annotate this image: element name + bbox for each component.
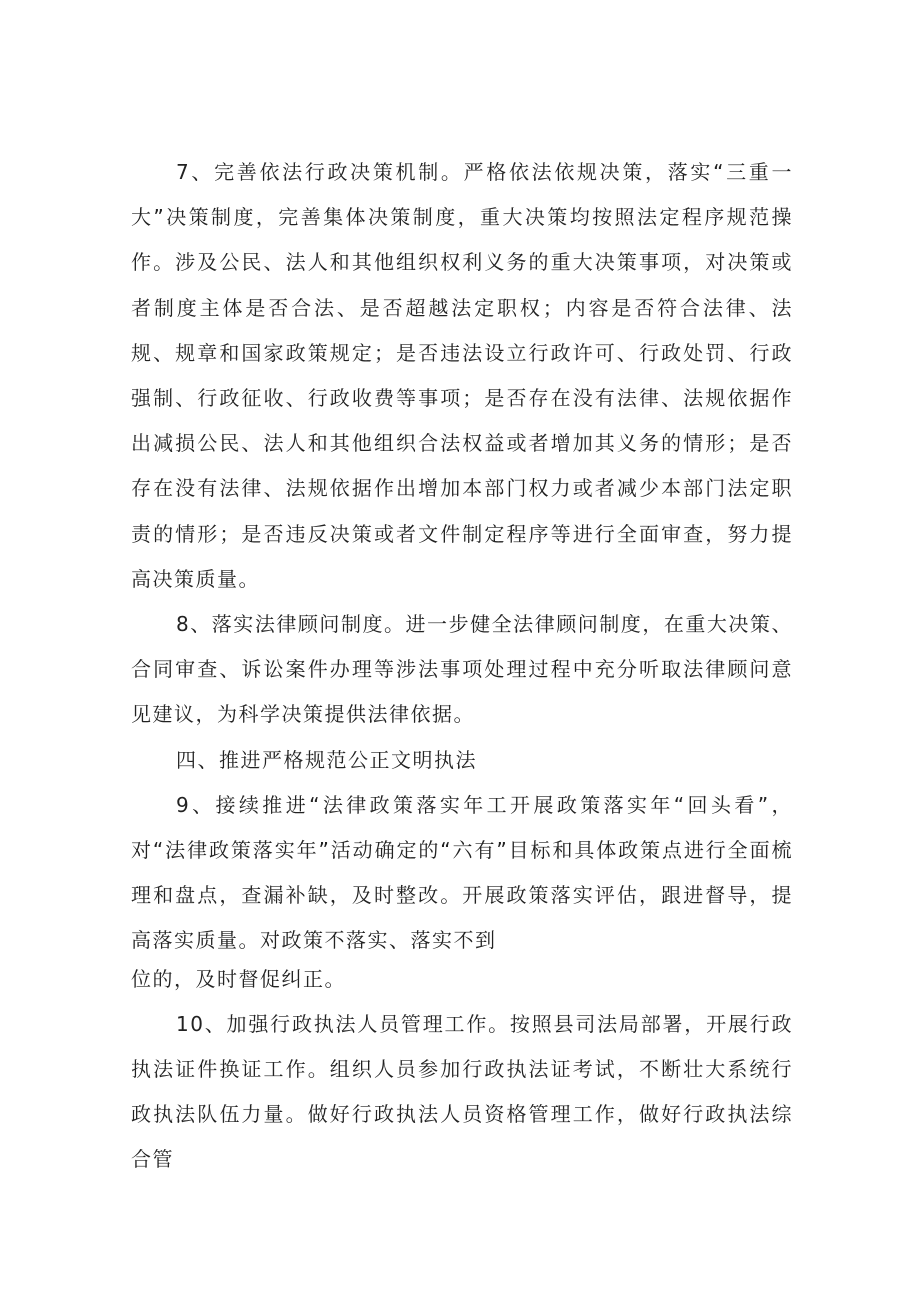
paragraph-item-10: 10、加强行政执法人员管理工作。按照县司法局部署，开展行政执法证件换证工作。组织人员参加行政执法证考试，不断壮大系统行政执法队伍力量。做好行政执法人员资格管理工作，做好行政执法综合管 bbox=[131, 1011, 793, 1172]
paragraph-item-8: 8、落实法律顾问制度。进一步健全法律顾问制度，在重大决策、合同审查、诉讼案件办理等涉法事项处理过程中充分听取法律顾问意见建议，为科学决策提供法律依据。 bbox=[131, 612, 793, 727]
paragraph-item-9-continuation: 位的，及时督促纠正。 bbox=[131, 966, 346, 991]
document-body bbox=[131, 150, 793, 1182]
paragraph-item-9-main: 9、接续推进“法律政策落实年工开展政策落实年“回头看”，对“法律政策落实年”活动确定的“六有”目标和具体政策点进行全面梳理和盘点，查漏补缺，及时整改。开展政策落实评估，跟进督导，提高落实质量。 bbox=[131, 792, 793, 953]
paragraph-item-7: 7、完善依法行政决策机制。严格依法依规决策，落实“三重一大”决策制度，完善集体决策制度，重大决策均按照法定程序规范操作。涉及公民、法人和其他组织权利义务的重大决策事项，对决策或者制度主体是否合法、是否超越法定职权；内容是否符合法律、法规、规章和国家政策规定；是否违法设立行政许可、行政处罚、行政强制、行政征收、行政收费等事项；是否存在没有法律、法规依据作出减损公民、法人和其他组织合法权益或者增加其义务的情形；是否存在没有法律、法规依据作出增加本部门权力或者减少本部门法定职责的情形；是否违反决策或者文件制定程序等进行全面审查，努力提高决策质量。 bbox=[131, 160, 793, 591]
paragraph-item-9-tail: 对政策不落实、落实不到 bbox=[260, 928, 497, 953]
section-heading: 四、推进严格规范公正文明执法 bbox=[176, 747, 477, 772]
paragraph-item-9 bbox=[131, 783, 793, 964]
